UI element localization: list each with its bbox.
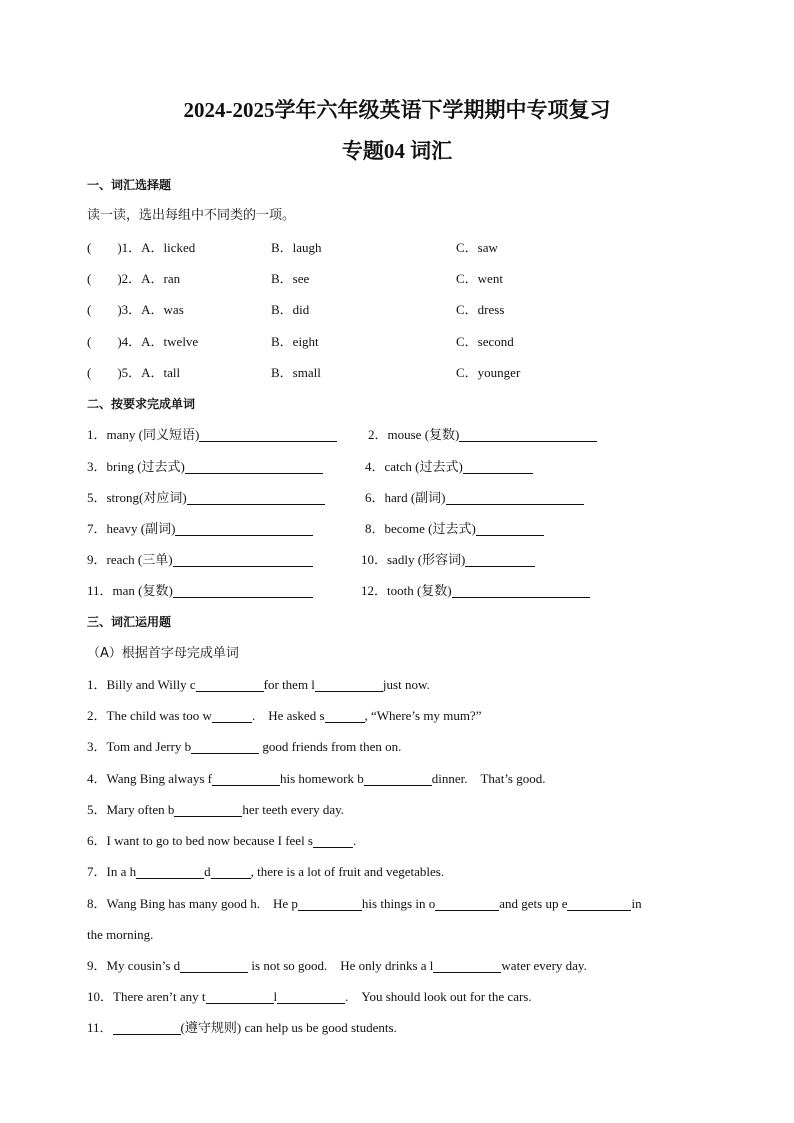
subsection-heading: （A）根据首字母完成单词: [87, 646, 239, 661]
sentence: 5．Mary often b her teeth every day.: [87, 802, 345, 817]
answer-blank[interactable]: [459, 427, 597, 442]
answer-blank[interactable]: [313, 833, 353, 848]
answer-blank[interactable]: [433, 958, 501, 973]
question-number: ( )4．A．twelve: [87, 334, 199, 349]
option-c: C．saw: [456, 240, 498, 255]
sentence: 3．Tom and Jerry b good friends from then on.: [87, 739, 402, 754]
answer-blank[interactable]: [298, 896, 362, 911]
answer-blank[interactable]: [191, 739, 259, 754]
section-heading: 一、词汇选择题: [87, 178, 172, 192]
word-item: 3．bring (过去式): [87, 458, 323, 476]
sentence: 8．Wang Bing has many good h. He p his things in o and gets up e in: [87, 896, 642, 911]
answer-blank[interactable]: [325, 708, 365, 723]
option-c: C．dress: [456, 302, 505, 317]
word-item: 4．catch (过去式): [365, 458, 533, 476]
question-number: ( )5．A．tall: [87, 365, 181, 380]
section-heading: 二、按要求完成单词: [87, 397, 196, 411]
answer-blank[interactable]: [196, 677, 264, 692]
question-number: ( )3．A．was: [87, 302, 184, 317]
answer-blank[interactable]: [175, 521, 313, 536]
sentence: 9．My cousin’s d is not so good. He only drinks a l water every day.: [87, 958, 587, 973]
answer-blank[interactable]: [174, 802, 242, 817]
section-instruction: 读一读，选出每组中不同类的一项。: [87, 208, 296, 223]
sentence: 4．Wang Bing always f his homework b dinner. That’s good.: [87, 771, 546, 786]
answer-blank[interactable]: [211, 864, 251, 879]
option-c: C．younger: [456, 365, 521, 380]
answer-blank[interactable]: [185, 459, 323, 474]
answer-blank[interactable]: [446, 490, 584, 505]
word-item: 2．mouse (复数): [368, 426, 597, 444]
option-b: B．small: [271, 365, 321, 380]
answer-blank[interactable]: [452, 583, 590, 598]
option-c: C．second: [456, 334, 514, 349]
answer-blank[interactable]: [113, 1020, 181, 1035]
answer-blank[interactable]: [212, 771, 280, 786]
word-item: 1．many (同义短语): [87, 426, 337, 444]
answer-blank[interactable]: [364, 771, 432, 786]
option-b: B．did: [271, 302, 310, 317]
answer-blank[interactable]: [476, 521, 544, 536]
section-heading: 三、词汇运用题: [87, 615, 172, 629]
answer-blank[interactable]: [206, 989, 274, 1004]
answer-blank[interactable]: [136, 864, 204, 879]
option-b: B．eight: [271, 334, 319, 349]
answer-blank[interactable]: [173, 552, 313, 567]
answer-blank[interactable]: [212, 708, 252, 723]
answer-blank[interactable]: [315, 677, 383, 692]
answer-blank[interactable]: [465, 552, 535, 567]
word-item: 7．heavy (副词): [87, 520, 313, 538]
answer-blank[interactable]: [173, 583, 313, 598]
option-c: C．went: [456, 271, 503, 286]
answer-blank[interactable]: [567, 896, 631, 911]
word-item: 9．reach (三单): [87, 551, 313, 569]
sentence: 11． (遵守规则) can help us be good students.: [87, 1020, 397, 1035]
sentence: 2．The child was too w . He asked s , “Where’s my mum?”: [87, 708, 482, 723]
answer-blank[interactable]: [199, 427, 337, 442]
question-number: ( )1．A．licked: [87, 240, 196, 255]
sentence-continuation: the morning.: [87, 927, 154, 942]
sentence: 6．I want to go to bed now because I feel s .: [87, 833, 357, 848]
question-number: ( )2．A．ran: [87, 271, 181, 286]
answer-blank[interactable]: [187, 490, 325, 505]
answer-blank[interactable]: [180, 958, 248, 973]
word-item: 5．strong(对应词): [87, 489, 325, 507]
sentence: 7．In a h d , there is a lot of fruit and vegetables.: [87, 864, 445, 879]
answer-blank[interactable]: [463, 459, 533, 474]
answer-blank[interactable]: [435, 896, 499, 911]
answer-blank[interactable]: [277, 989, 345, 1004]
page-title: 2024-2025学年六年级英语下学期期中专项复习: [183, 98, 611, 122]
word-item: 6．hard (副词): [365, 489, 584, 507]
word-item: 11．man (复数): [87, 582, 313, 600]
option-b: B．laugh: [271, 240, 322, 255]
word-item: 12．tooth (复数): [361, 582, 590, 600]
word-item: 10．sadly (形容词): [361, 551, 535, 569]
option-b: B．see: [271, 271, 310, 286]
page-subtitle: 专题04 词汇: [341, 139, 453, 163]
sentence: 10．There aren’t any t l . You should look out for the cars.: [87, 989, 532, 1004]
sentence: 1．Billy and Willy c for them l just now.: [87, 677, 430, 692]
word-item: 8．become (过去式): [365, 520, 544, 538]
